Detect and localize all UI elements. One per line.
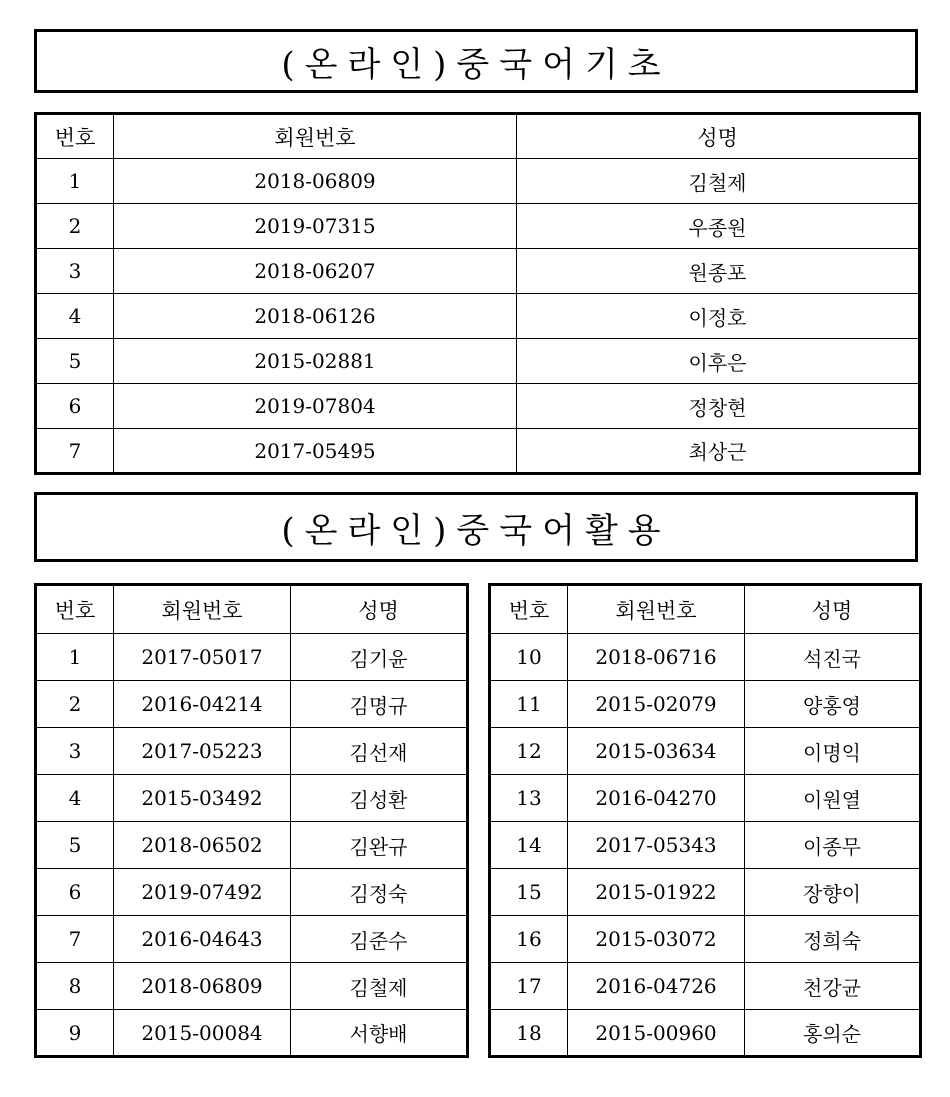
table-row [36,634,468,681]
cell-number: 4 [36,775,114,822]
header-number: 번호 [36,114,114,159]
cell-number: 5 [36,822,114,869]
cell-name: 우종원 [517,204,920,249]
cell-member-id: 2015-00084 [114,1010,291,1057]
cell-member-id: 2018-06809 [114,159,517,204]
cell-number: 18 [490,1010,568,1057]
cell-member-id: 2018-06502 [114,822,291,869]
cell-name: 천강균 [745,963,921,1010]
cell-member-id: 2015-03634 [568,728,745,775]
table-row [36,916,468,963]
cell-name: 이명익 [745,728,921,775]
cell-member-id: 2015-01922 [568,869,745,916]
cell-number: 2 [36,204,114,249]
table-row [490,869,921,916]
cell-member-id: 2016-04643 [114,916,291,963]
header-number: 번호 [36,585,114,634]
cell-member-id: 2016-04726 [568,963,745,1010]
section1-title: (온라인)중국어기초 [34,29,918,93]
cell-name: 김명규 [291,681,468,728]
cell-name: 이종무 [745,822,921,869]
cell-name: 김준수 [291,916,468,963]
cell-number: 6 [36,869,114,916]
cell-number: 10 [490,634,568,681]
cell-number: 4 [36,294,114,339]
cell-name: 원종포 [517,249,920,294]
cell-name: 김성환 [291,775,468,822]
table-row [490,1010,921,1057]
table-row [36,159,920,204]
cell-number: 1 [36,159,114,204]
cell-member-id: 2016-04214 [114,681,291,728]
section1-member-table [34,112,921,475]
cell-name: 장향이 [745,869,921,916]
table-header-row [36,585,468,634]
section2-title: (온라인)중국어활용 [34,492,918,562]
cell-member-id: 2015-03492 [114,775,291,822]
table-row [36,204,920,249]
cell-name: 이후은 [517,339,920,384]
cell-number: 7 [36,429,114,474]
cell-number: 15 [490,869,568,916]
cell-name: 홍의순 [745,1010,921,1057]
cell-name: 정창현 [517,384,920,429]
table-row [36,384,920,429]
table-row [36,775,468,822]
cell-number: 9 [36,1010,114,1057]
cell-number: 3 [36,728,114,775]
table-header-row [490,585,921,634]
cell-number: 11 [490,681,568,728]
cell-member-id: 2015-02881 [114,339,517,384]
table-row [36,1010,468,1057]
cell-name: 최상근 [517,429,920,474]
cell-member-id: 2017-05017 [114,634,291,681]
table-row [36,294,920,339]
section2-right-member-table [488,583,922,1058]
cell-name: 석진국 [745,634,921,681]
cell-member-id: 2018-06126 [114,294,517,339]
table-row [36,681,468,728]
table-row [36,869,468,916]
table-row [36,963,468,1010]
cell-member-id: 2018-06809 [114,963,291,1010]
cell-number: 2 [36,681,114,728]
cell-name: 서향배 [291,1010,468,1057]
cell-name: 김철제 [517,159,920,204]
cell-name: 이원열 [745,775,921,822]
cell-name: 이정호 [517,294,920,339]
cell-number: 14 [490,822,568,869]
cell-number: 1 [36,634,114,681]
header-number: 번호 [490,585,568,634]
header-name: 성명 [745,585,921,634]
table-row [490,728,921,775]
cell-number: 17 [490,963,568,1010]
header-member-id: 회원번호 [568,585,745,634]
header-member-id: 회원번호 [114,585,291,634]
cell-number: 8 [36,963,114,1010]
cell-number: 16 [490,916,568,963]
cell-member-id: 2017-05495 [114,429,517,474]
section2-left-member-table [34,583,469,1058]
table-row [490,822,921,869]
table-row [490,775,921,822]
table-row [490,963,921,1010]
cell-member-id: 2015-03072 [568,916,745,963]
cell-name: 김선재 [291,728,468,775]
cell-name: 양홍영 [745,681,921,728]
cell-name: 김정숙 [291,869,468,916]
table-row [36,822,468,869]
cell-number: 13 [490,775,568,822]
header-member-id: 회원번호 [114,114,517,159]
cell-member-id: 2016-04270 [568,775,745,822]
table-row [36,249,920,294]
cell-member-id: 2018-06716 [568,634,745,681]
cell-number: 3 [36,249,114,294]
cell-member-id: 2017-05223 [114,728,291,775]
cell-name: 김철제 [291,963,468,1010]
cell-number: 5 [36,339,114,384]
cell-name: 김기윤 [291,634,468,681]
table-row [490,634,921,681]
table-header-row [36,114,920,159]
cell-member-id: 2019-07804 [114,384,517,429]
cell-number: 12 [490,728,568,775]
table-row [36,429,920,474]
cell-name: 정희숙 [745,916,921,963]
cell-member-id: 2018-06207 [114,249,517,294]
cell-member-id: 2015-02079 [568,681,745,728]
cell-member-id: 2019-07315 [114,204,517,249]
cell-member-id: 2017-05343 [568,822,745,869]
cell-number: 7 [36,916,114,963]
cell-member-id: 2019-07492 [114,869,291,916]
cell-name: 김완규 [291,822,468,869]
header-name: 성명 [517,114,920,159]
cell-number: 6 [36,384,114,429]
table-row [36,728,468,775]
cell-member-id: 2015-00960 [568,1010,745,1057]
table-row [36,339,920,384]
table-row [490,916,921,963]
table-row [490,681,921,728]
header-name: 성명 [291,585,468,634]
